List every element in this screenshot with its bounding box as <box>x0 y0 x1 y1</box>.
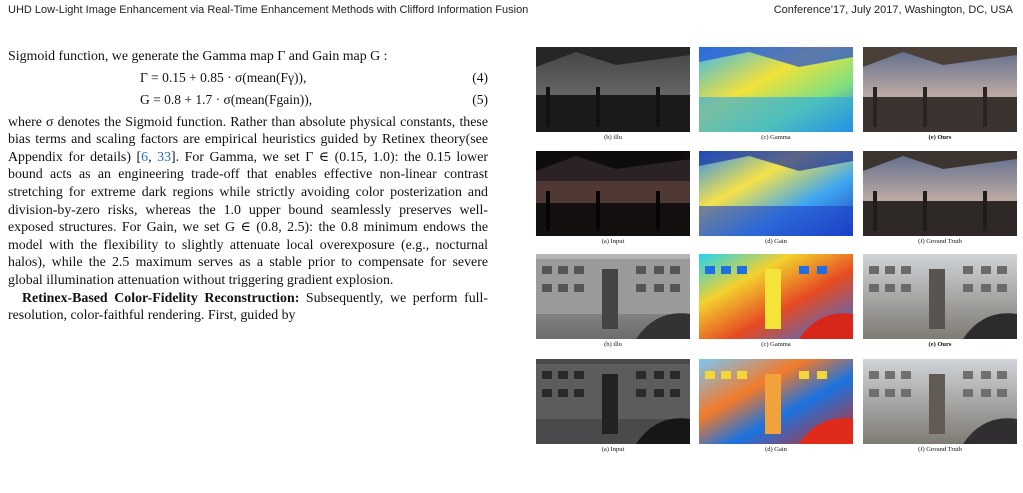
paragraph-retinex <box>8 290 488 325</box>
paragraph-intro: Sigmoid function, we generate the Gamma map Γ and Gain map G : <box>8 49 388 64</box>
equation-4-body: Γ = 0.15 + 0.85 · σ(mean(Fγ)), <box>140 69 307 85</box>
figure-ground-truth-image-1 <box>863 151 1017 236</box>
caption-gamma-1: (c) Gamma <box>761 134 791 141</box>
caption-input-1: (a) Input <box>601 238 625 245</box>
running-header-conference: Conference’17, July 2017, Washington, DC, USA <box>773 4 1013 16</box>
section-heading: Retinex-Based Color-Fidelity Reconstruction: <box>22 290 300 306</box>
caption-ours-2: (e) Ours <box>928 341 952 348</box>
figure-gain-map-1 <box>699 151 853 236</box>
figure-gain-map-2 <box>699 359 853 444</box>
figure-input-image-1 <box>536 151 690 236</box>
caption-gain-1: (d) Gain <box>765 238 787 245</box>
citation-33-link[interactable]: 33 <box>157 149 172 165</box>
caption-input-2: (a) Input <box>601 446 625 453</box>
caption-illu-2: (b) illu <box>604 341 622 348</box>
caption-gamma-2: (c) Gamma <box>761 341 791 348</box>
caption-ours-1: (e) Ours <box>928 134 952 141</box>
figure-illu-image-2 <box>536 254 690 339</box>
paragraph-sigmoid: where σ denotes the Sigmoid function. Rather than absolute physical constants, these bias terms and scaling factors are empirical heuristics guided by Retinex theory(see Appendix for details) [6, 33]. For Gamma, we set Γ ∈ (0.15, 1.0): the 0.15 lower bound acts as an engineering trade-off that enables effective non-linear contrast stretching for extreme dark regions while strictly avoiding color posterization and division-by-zero risks, whereas the 1.0 upper bound seamlessly preserves well-exposed structures. For Gain, we set G ∈ (0.8, 2.5): the 0.8 minimum endows the model with the flexibility to slightly attenuate local overexposure (e.g., nocturnal halos), while the 2.5 maximum serves as a stable prior to compensate for severe global illumination attenuation without triggering gradient explosion. <box>8 114 488 288</box>
running-header-title: UHD Low-Light Image Enhancement via Real-Time Enhancement Methods with Clifford Information Fusion <box>8 4 529 16</box>
paragraph-sigmoid-text-a: where σ denotes the Sigmoid function. Rather than absolute physical constants, these bias terms and scaling factors are empirical heuristics guided by Retinex theory(see Appendix for details) [ <box>8 114 488 165</box>
paragraph-sigmoid-text-b: ]. For Gamma, we set Γ ∈ (0.15, 1.0): the 0.15 lower bound acts as an engineering trade-off that enables effective non-linear contrast stretching for extreme dark regions while strictly avoiding color posterization and division-by-zero risks, whereas the 1.0 upper bound seamlessly preserves well-exposed structures. For Gain, we set G ∈ (0.8, 2.5): the 0.8 minimum endows the model with the flexibility to slightly attenuate local overexposure (e.g., nocturnal halos), while the 2.5 maximum serves as a stable prior to compensate for severe global illumination attenuation without triggering gradient explosion. <box>8 149 488 288</box>
figure-gamma-map-2 <box>699 254 853 339</box>
caption-ground-truth-2: (f) Ground Truth <box>918 446 962 453</box>
equation-4-number: (4) <box>472 69 488 85</box>
figure-ground-truth-image-2 <box>863 359 1017 444</box>
figure-gamma-map-1 <box>699 47 853 132</box>
text-column <box>8 48 488 325</box>
figure-input-image-2 <box>536 359 690 444</box>
caption-illu-1: (b) illu <box>604 134 622 141</box>
equation-5-number: (5) <box>472 91 488 107</box>
paragraph-retinex-text: Subsequently, we perform full-resolution, color-faithful rendering. First, guided by <box>8 290 488 324</box>
caption-ground-truth-1: (f) Ground Truth <box>918 238 962 245</box>
equation-4 <box>8 66 488 88</box>
caption-gain-2: (d) Gain <box>765 446 787 453</box>
figure-illu-image-1 <box>536 47 690 132</box>
equation-5 <box>8 88 488 110</box>
equation-5-body: G = 0.8 + 1.7 · σ(mean(Fgain)), <box>140 91 313 107</box>
figure-ours-image-2 <box>863 254 1017 339</box>
citation-6-link[interactable]: 6 <box>141 149 149 165</box>
figure-ours-image-1 <box>863 47 1017 132</box>
